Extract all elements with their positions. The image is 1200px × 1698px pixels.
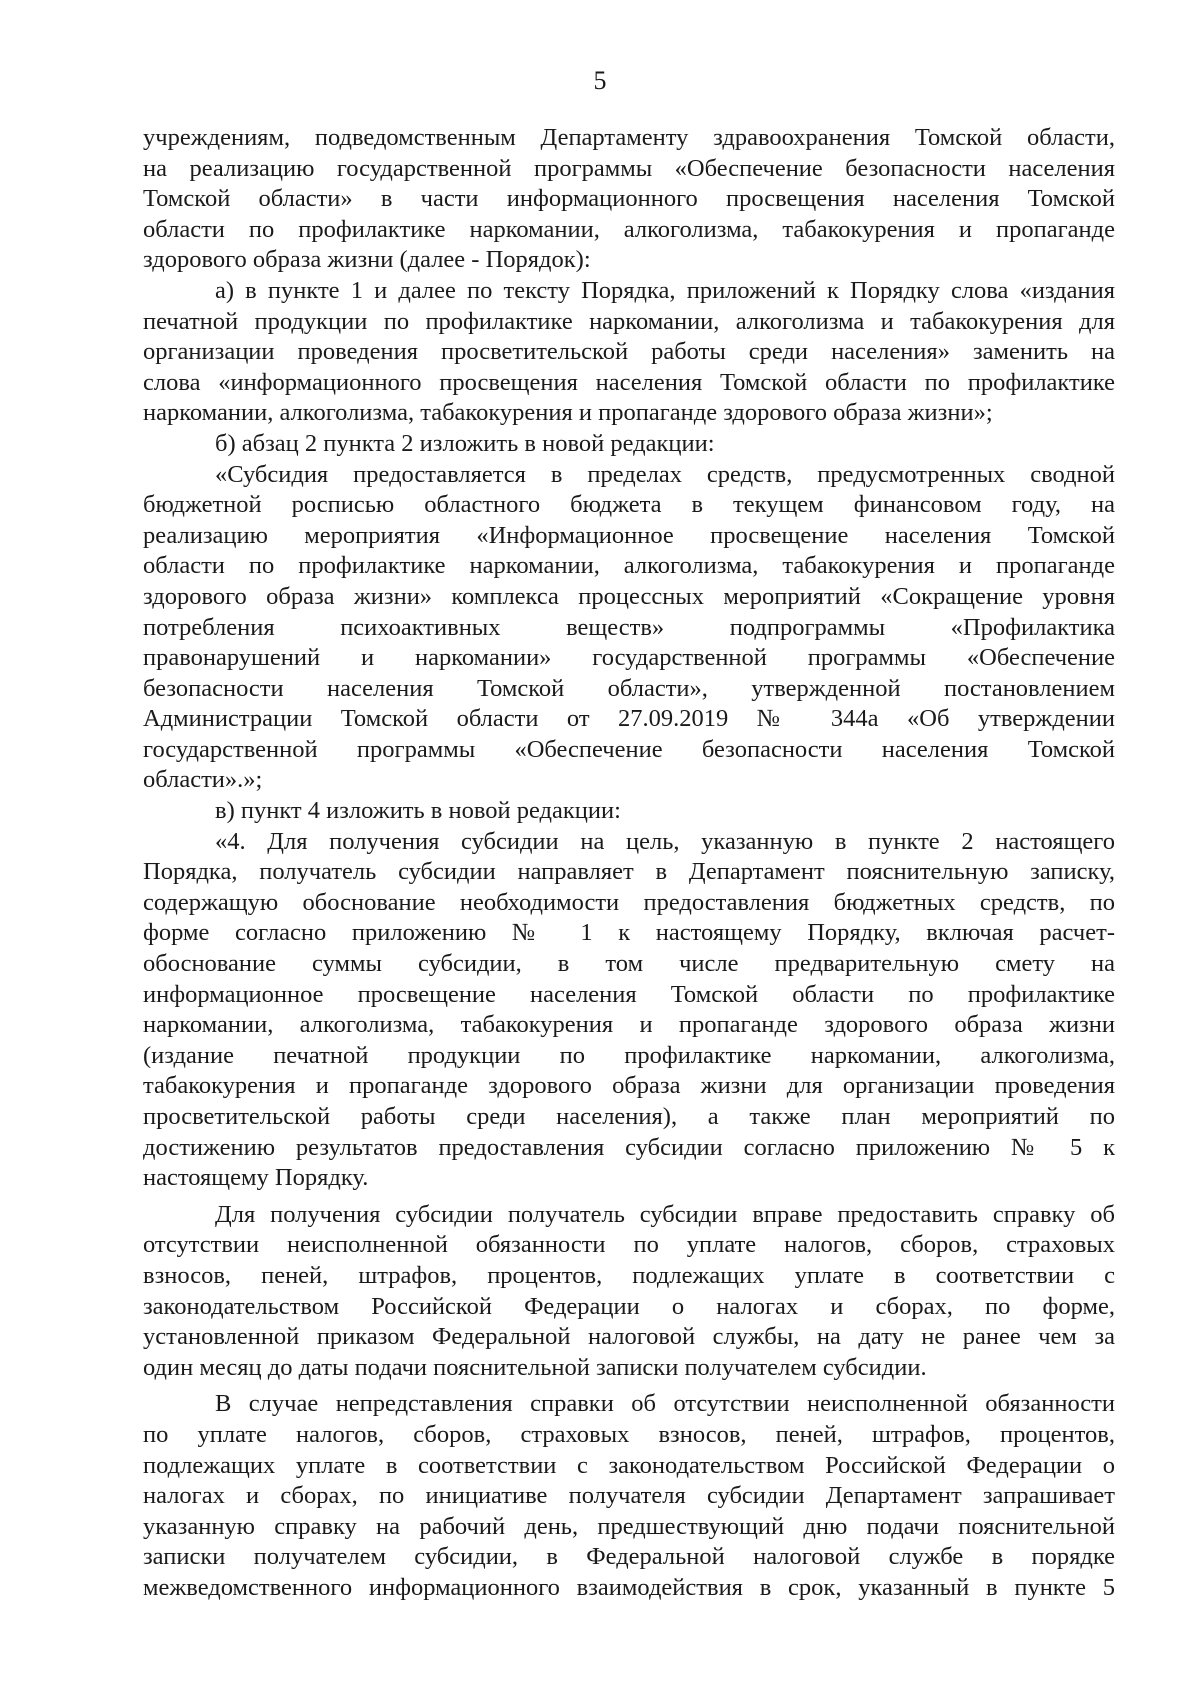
paragraph-line: а) в пункте 1 и далее по тексту Порядка, приложений к Порядку слова «издания — [215, 276, 1115, 304]
paragraph-line: здорового образа жизни» комплекса процессных мероприятий «Сокращение уровня — [143, 582, 1115, 610]
paragraph-line: по уплате налогов, сборов, страховых взносов, пеней, штрафов, процентов, — [143, 1420, 1115, 1448]
paragraph-line: области по профилактике наркомании, алкоголизма, табакокурения и пропаганде — [143, 215, 1115, 243]
paragraph-v-quote — [143, 827, 1115, 1194]
paragraph-b-quote — [143, 460, 1115, 797]
paragraph-line: Администрации Томской области от 27.09.2019 № 344а «Об утверждении — [143, 705, 1115, 733]
paragraph-line: безопасности населения Томской области», утвержденной постановлением — [143, 674, 1115, 702]
page-number: 5 — [593, 66, 607, 95]
paragraph-line: указанную справку на рабочий день, предшествующий дню подачи пояснительной — [143, 1512, 1115, 1540]
paragraph-line: «Субсидия предоставляется в пределах средств, предусмотренных сводной — [215, 460, 1115, 488]
paragraph-line: просветительской работы среди населения), а также план мероприятий по — [143, 1103, 1115, 1130]
paragraph-intro — [143, 123, 1115, 276]
paragraph-line: бюджетной росписью областного бюджета в текущем финансовом году, на — [143, 491, 1115, 519]
paragraph-line: наркомании, алкоголизма, табакокурения и пропаганде здорового образа жизни»; — [143, 399, 993, 427]
paragraph-line: государственной программы «Обеспечение безопасности населения Томской — [143, 735, 1115, 763]
paragraph-line: Томской области» в части информационного просвещения населения Томской — [143, 185, 1115, 213]
paragraph-line: настоящему Порядку. — [143, 1164, 369, 1192]
document-body — [143, 123, 1115, 1604]
paragraph-line: табакокурения и пропаганде здорового образа жизни для организации проведения — [143, 1072, 1115, 1100]
paragraph-line: налогах и сборах, по инициативе получателя субсидии Департамент запрашивает — [143, 1482, 1115, 1510]
paragraph-line: на реализацию государственной программы «Обеспечение безопасности населения — [143, 154, 1115, 182]
paragraph-line: области».»; — [143, 766, 263, 794]
paragraph-nonsubmission — [143, 1389, 1115, 1603]
paragraph-line: информационное просвещение населения Томской области по профилактике — [143, 980, 1115, 1008]
paragraph-line: содержащую обоснование необходимости предоставления бюджетных средств, по — [143, 888, 1115, 916]
paragraph-line: Порядка, получатель субсидии направляет в Департамент пояснительную записку, — [143, 858, 1115, 886]
paragraph-v — [143, 796, 1115, 827]
paragraph-line: в) пункт 4 изложить в новой редакции: — [215, 797, 621, 825]
paragraph-line: взносов, пеней, штрафов, процентов, подлежащих уплате в соответствии с — [143, 1261, 1115, 1289]
paragraph-line: области по профилактике наркомании, алкоголизма, табакокурения и пропаганде — [143, 552, 1115, 580]
paragraph-line: законодательством Российской Федерации о налогах и сборах, по форме, — [143, 1292, 1115, 1320]
paragraph-line: (издание печатной продукции по профилактике наркомании, алкоголизма, — [143, 1041, 1115, 1069]
paragraph-certificate — [143, 1200, 1115, 1384]
paragraph-line: «4. Для получения субсидии на цель, указанную в пункте 2 настоящего — [215, 827, 1115, 855]
paragraph-line: обоснование суммы субсидии, в том числе предварительную смету на — [143, 950, 1115, 978]
paragraph-a — [143, 276, 1115, 429]
paragraph-line: межведомственного информационного взаимодействия в срок, указанный в пункте 5 — [143, 1573, 1115, 1601]
paragraph-line: б) абзац 2 пункта 2 изложить в новой редакции: — [215, 429, 715, 457]
paragraph-line: правонарушений и наркомании» государственной программы «Обеспечение — [143, 644, 1115, 672]
paragraph-line: установленной приказом Федеральной налоговой службы, на дату не ранее чем за — [143, 1323, 1115, 1351]
paragraph-line: отсутствии неисполненной обязанности по уплате налогов, сборов, страховых — [143, 1231, 1115, 1259]
paragraph-line: здорового образа жизни (далее - Порядок): — [143, 246, 591, 274]
paragraph-line: подлежащих уплате в соответствии с законодательством Российской Федерации о — [143, 1451, 1115, 1479]
paragraph-line: Для получения субсидии получатель субсидии вправе предоставить справку об — [215, 1200, 1115, 1228]
paragraph-line: форме согласно приложению № 1 к настоящему Порядку, включая расчет- — [143, 919, 1115, 947]
paragraph-line: наркомании, алкоголизма, табакокурения и пропаганде здорового образа жизни — [143, 1011, 1115, 1039]
paragraph-line: учреждениям, подведомственным Департаменту здравоохранения Томской области, — [143, 124, 1115, 151]
paragraph-line: потребления психоактивных веществ» подпрограммы «Профилактика — [143, 613, 1115, 641]
paragraph-line: реализацию мероприятия «Информационное просвещение населения Томской — [143, 521, 1115, 549]
paragraph-line: организации проведения просветительской работы среди населения» заменить на — [143, 338, 1115, 366]
paragraph-line: достижению результатов предоставления субсидии согласно приложению № 5 к — [143, 1133, 1115, 1161]
paragraph-line: слова «информационного просвещения населения Томской области по профилактике — [143, 368, 1115, 396]
paragraph-line: печатной продукции по профилактике наркомании, алкоголизма и табакокурения для — [143, 307, 1115, 335]
paragraph-line: записки получателем субсидии, в Федеральной налоговой службе в порядке — [143, 1543, 1115, 1571]
paragraph-line: В случае непредставления справки об отсутствии неисполненной обязанности — [215, 1390, 1115, 1418]
paragraph-line: один месяц до даты подачи пояснительной записки получателем субсидии. — [143, 1353, 927, 1381]
paragraph-b — [143, 429, 1115, 460]
